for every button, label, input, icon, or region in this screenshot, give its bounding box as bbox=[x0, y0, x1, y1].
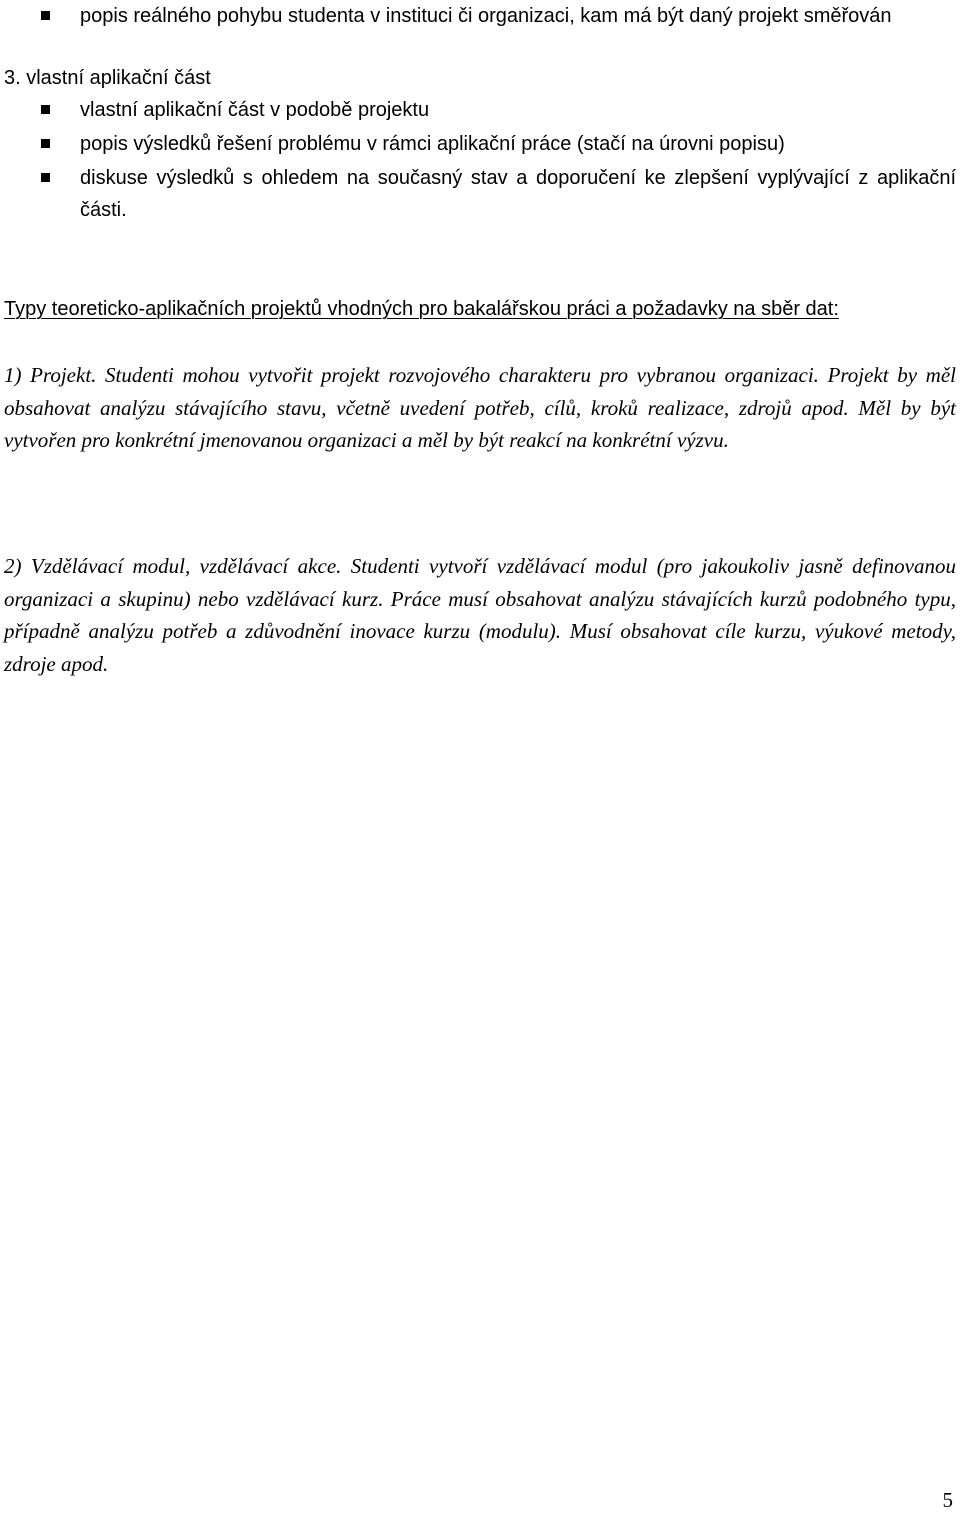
paragraph-education-module: 2) Vzdělávací modul, vzdělávací akce. Studenti vytvoří vzdělávací modul (pro jakoukoliv jasně definovanou organizaci a skupinu) nebo vzdělávací kurz. Práce musí obsahovat analýzu stávajících kurzů podobného typu, případně analýzu potřeb a zdůvodnění inovace kurzu (modulu). Musí obsahovat cíle kurzu, výukové metody, zdroje apod. bbox=[4, 554, 956, 676]
bullet-text: diskuse výsledků s ohledem na současný stav a doporučení ke zlepšení vyplývající z aplikační části. bbox=[80, 167, 956, 221]
square-bullet-icon bbox=[41, 173, 50, 182]
section-3-title: 3. vlastní aplikační část bbox=[4, 67, 211, 89]
page-number: 5 bbox=[942, 1488, 953, 1512]
square-bullet-icon bbox=[41, 139, 50, 148]
bullet-item-results-discussion bbox=[41, 162, 956, 226]
bullet-item-results-description bbox=[41, 128, 956, 160]
bullet-text: popis výsledků řešení problému v rámci aplikační práce (stačí na úrovni popisu) bbox=[80, 133, 785, 155]
square-bullet-icon bbox=[41, 11, 50, 20]
bullet-item-real-movement bbox=[41, 0, 956, 32]
section-heading: Typy teoreticko-aplikačních projektů vhodných pro bakalářskou práci a požadavky na sběr dat: bbox=[4, 298, 839, 320]
bullet-item-project-form bbox=[41, 94, 956, 126]
bullet-text: vlastní aplikační část v podobě projektu bbox=[80, 99, 430, 121]
bullet-text: popis reálného pohybu studenta v instituci či organizaci, kam má být daný projekt směřován bbox=[80, 5, 892, 27]
square-bullet-icon bbox=[41, 105, 50, 114]
paragraph-project: 1) Projekt. Studenti mohou vytvořit projekt rozvojového charakteru pro vybranou organizaci. Projekt by měl obsahovat analýzu stávajícího stavu, včetně uvedení potřeb, cílů, kroků realizace, zdrojů apod. Měl by být vytvořen pro konkrétní jmenovanou organizaci a měl by být reakcí na konkrétní výzvu. bbox=[4, 363, 956, 452]
